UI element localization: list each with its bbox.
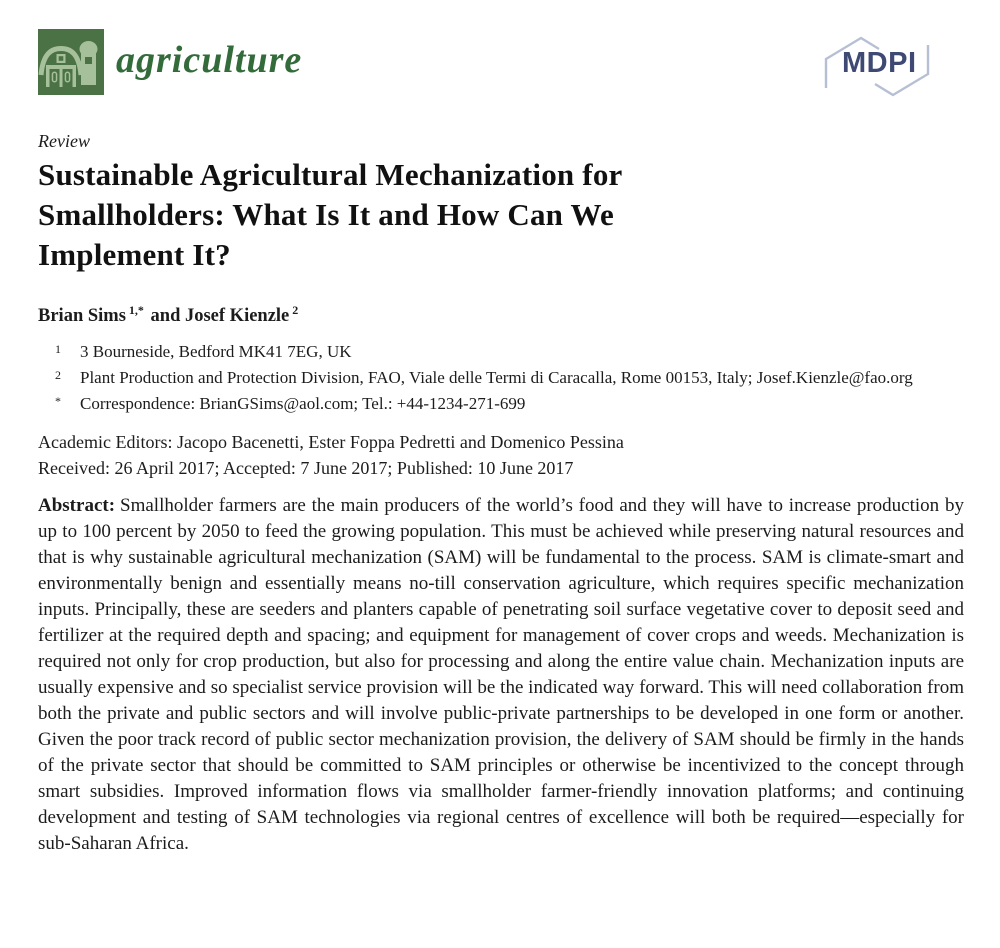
affiliation-list bbox=[38, 339, 928, 417]
affiliation-marker: 1 bbox=[55, 342, 61, 357]
author-affiliation-sup: 1,* bbox=[128, 303, 144, 317]
abstract-label: Abstract: bbox=[38, 495, 116, 517]
dates-line: Received: 26 April 2017; Accepted: 7 June 2017; Published: 10 June 2017 bbox=[38, 458, 574, 479]
abstract-paragraph bbox=[38, 493, 964, 857]
article-body bbox=[38, 131, 964, 857]
affiliation-item bbox=[38, 339, 928, 365]
journal-logo-row bbox=[38, 29, 302, 95]
publisher-name: MDPI bbox=[842, 47, 917, 79]
article-title: Sustainable Agricultural Mechanization for Smallholders: What Is It and How Can We Implement It? bbox=[38, 157, 622, 272]
correspondence-text: Correspondence: BrianGSims@aol.com; Tel.: +44-1234-271-699 bbox=[80, 394, 526, 414]
affiliation-text: Plant Production and Protection Division, FAO, Viale delle Termi di Caracalla, Rome 00153, Italy; Josef.Kienzle@fao.org bbox=[80, 368, 913, 388]
journal-masthead bbox=[38, 29, 964, 97]
article-type-label: Review bbox=[38, 131, 90, 151]
affiliation-item bbox=[38, 365, 928, 391]
editors-dates-block bbox=[38, 429, 964, 481]
affiliation-item bbox=[38, 391, 928, 417]
affiliation-marker: * bbox=[55, 394, 61, 409]
barn-and-silo-icon bbox=[38, 29, 104, 95]
mdpi-logo bbox=[816, 32, 938, 100]
affiliation-marker: 2 bbox=[55, 368, 61, 383]
academic-editors-line: Academic Editors: Jacopo Bacenetti, Ester Foppa Pedretti and Domenico Pessina bbox=[38, 432, 624, 453]
author-name: Brian Sims bbox=[38, 306, 126, 327]
affiliation-text: 3 Bourneside, Bedford MK41 7EG, UK bbox=[80, 342, 352, 362]
author-affiliation-sup: 2 bbox=[292, 303, 299, 317]
journal-logo bbox=[38, 29, 104, 95]
journal-name: agriculture bbox=[116, 39, 303, 81]
abstract-text: Smallholder farmers are the main producers of the world’s food and they will have to increase production by up to 100 percent by 2050 to feed the growing population. This must be achieved while preserving natural resources and that is why sustainable agricultural mechanization (SAM) will be fundamental to the process. SAM is climate-smart and environmentally benign and essentially means no-till conservation agriculture, which requires specific mechanization inputs. Principally, these are seeders and planters capable of penetrating soil surface vegetative cover to deposit seed and fertilizer at the required depth and spacing; and equipment for management of cover crops and weeds. Mechanization is required not only for crop production, but also for processing and along the entire value chain. Mechanization inputs are usually expensive and so specialist service provision will be the indicated way forward. This will need collaboration from both the private and public sectors and will involve public-private partnerships to be developed in one form or another. Given the poor track record of public sector mechanization provision, the delivery of SAM should be firmly in the hands of the private sector that should be committed to SAM principles or otherwise be incentivized to the concept through smart subsidies. Improved information flows via smallholder farmer-friendly innovation platforms; and continuing development and testing of SAM technologies via regional centres of excellence will both be required—especially for sub-Saharan Africa. bbox=[38, 495, 964, 855]
author-name: and Josef Kienzle bbox=[145, 306, 290, 327]
author-line bbox=[38, 299, 964, 327]
